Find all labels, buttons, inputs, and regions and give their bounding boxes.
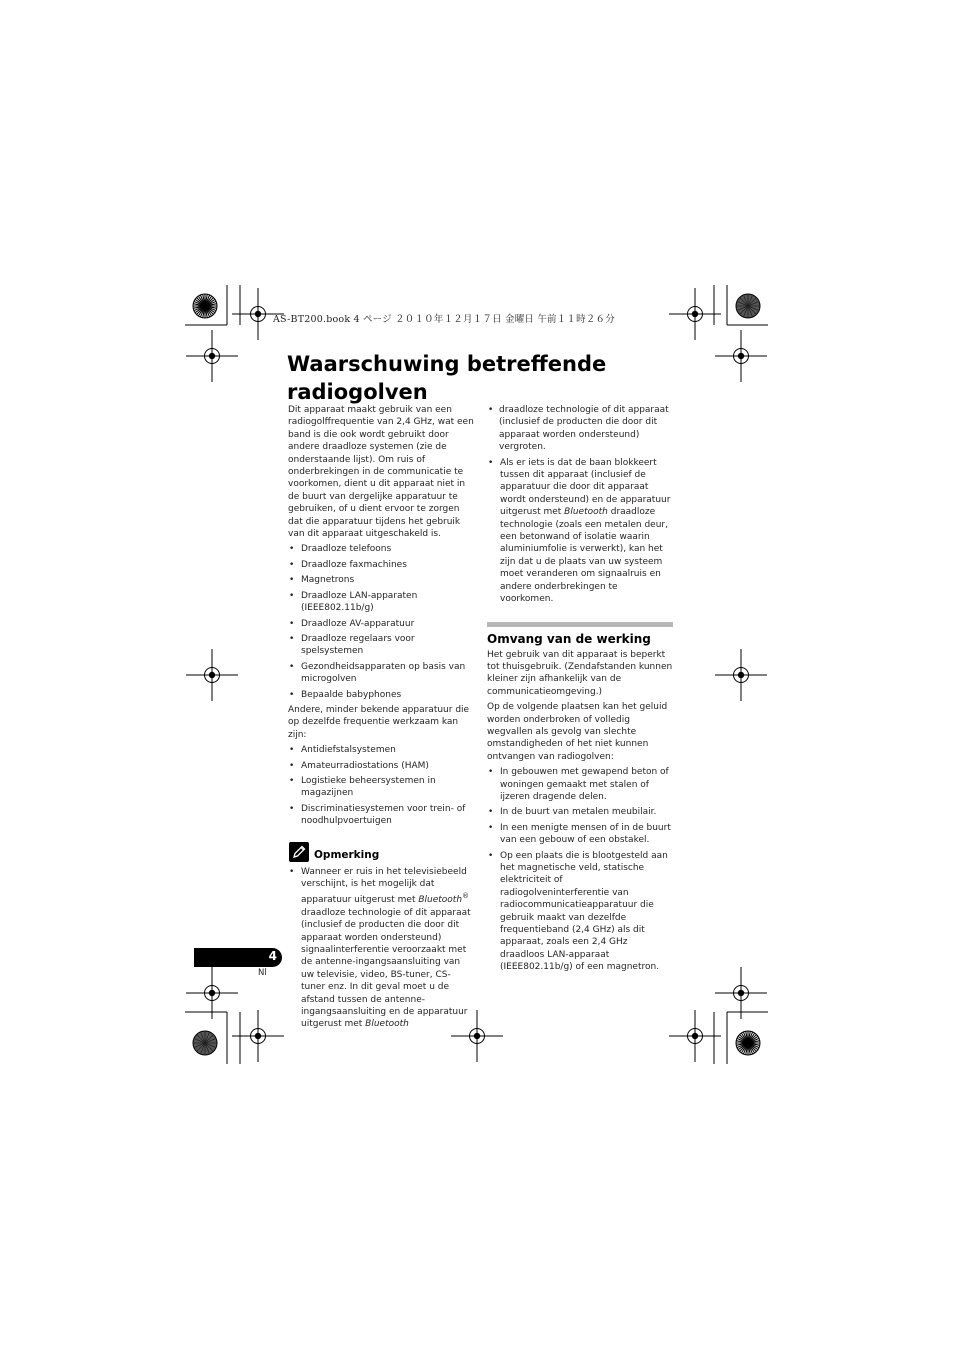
list-item: • In een menigte mensen of in de buurt van een gebouw of een obstakel. bbox=[487, 822, 673, 847]
pencil-note-icon bbox=[289, 842, 309, 862]
page-number: 4 bbox=[268, 949, 277, 963]
note-list bbox=[288, 866, 474, 1031]
page-title-line-1: Waarschuwing betreffende bbox=[287, 352, 607, 376]
other-device-list bbox=[288, 744, 474, 827]
left-column bbox=[288, 404, 474, 1034]
other-devices-paragraph: Andere, minder bekende apparatuur die op dezelfde frequentie werkzaam kan zijn: bbox=[288, 704, 470, 740]
note-item: • Wanneer er ruis in het televisiebeeld verschijnt, is het mogelijk dat apparatuur uitgerust met Bluetooth® draadloze technologie of dit apparaat (inclusief de producten die door dit apparaat worden ondersteund) signaalinterferentie veroorzaakt met de antenne-ingangsaansluiting van uw televisie, video, BS-tuner, CS-tuner enz. In dit geval moet u de afstand tussen de antenne-ingangsaansluiting en de apparatuur uitgerust met Bluetooth bbox=[288, 866, 474, 1031]
note-list-continued bbox=[487, 404, 673, 606]
intro-paragraph: Dit apparaat maakt gebruik van een radiogolffrequentie van 2,4 GHz, wat een band is die ook wordt gebruikt door andere draadloze systemen (zie de onderstaande lijst). Om ruis of onderbrekingen in de communicatie te voorkomen, dient u dit apparaat niet in de buurt van dergelijke apparatuur te gebruiken, of u dient ervoor te zorgen dat die apparatuur tijdens het gebruik van dit apparaat uitgeschakeld is. bbox=[288, 405, 474, 540]
list-item: • Antidiefstalsystemen bbox=[288, 744, 474, 756]
section-heading: Omvang van de werking bbox=[487, 631, 651, 646]
list-item: • Gezondheidsapparaten op basis van microgolven bbox=[288, 661, 474, 686]
list-item: • Discriminatiesystemen voor trein- of noodhulpvoertuigen bbox=[288, 803, 474, 828]
list-item: • Draadloze telefoons bbox=[288, 543, 474, 555]
section-paragraph-1: Het gebruik van dit apparaat is beperkt tot thuisgebruik. (Zendafstanden kunnen kleiner zijn afhankelijk van de communicatieomgeving.) bbox=[487, 649, 673, 697]
list-item: • Bepaalde babyphones bbox=[288, 689, 474, 701]
section-location-list bbox=[487, 766, 673, 974]
page-number-tab bbox=[194, 948, 282, 967]
page-title-line-2: radiogolven bbox=[287, 380, 428, 404]
right-column bbox=[487, 404, 673, 977]
note-item-continued: • draadloze technologie of dit apparaat (inclusief de producten die door dit apparaat worden ondersteund) vergroten. bbox=[487, 404, 673, 454]
list-item: • Draadloze regelaars voor spelsystemen bbox=[288, 633, 474, 658]
list-item: • Amateurradiostations (HAM) bbox=[288, 760, 474, 772]
list-item: • Op een plaats die is blootgesteld aan het magnetische veld, statische elektriciteit of radiogolveninterferentie van radiocommunicatieapparatuur die gebruik maakt van dezelfde frequentieband (2,4 GHz) als dit apparaat, zoals een 2,4 GHz draadloos LAN-apparaat (IEEE802.11b/g) of een magnetron. bbox=[487, 850, 673, 974]
list-item: • Logistieke beheersystemen in magazijnen bbox=[288, 775, 474, 800]
list-item: • In de buurt van metalen meubilair. bbox=[487, 806, 673, 818]
note-title: Opmerking bbox=[314, 849, 380, 862]
list-item: • Magnetrons bbox=[288, 574, 474, 586]
page-title bbox=[287, 350, 707, 406]
section-paragraph-2: Op de volgende plaatsen kan het geluid worden onderbroken of volledig wegvallen als gevolg van slechte omstandigheden of het niet kunnen ontvangen van radiogolven: bbox=[487, 702, 668, 762]
list-item: • Draadloze AV-apparatuur bbox=[288, 618, 474, 630]
note-heading bbox=[289, 842, 474, 862]
list-item: • Draadloze faxmachines bbox=[288, 559, 474, 571]
list-item: • Draadloze LAN-apparaten (IEEE802.11b/g) bbox=[288, 590, 474, 615]
section-divider-bar bbox=[487, 622, 673, 627]
print-file-info: AS-BT200.book 4 ページ ２０１０年１２月１７日 金曜日 午前１１時２６分 bbox=[273, 314, 615, 325]
interference-device-list bbox=[288, 543, 474, 700]
language-code: Nl bbox=[258, 968, 267, 978]
list-item: • In gebouwen met gewapend beton of woningen gemaakt met stalen of ijzeren dragende delen. bbox=[487, 766, 673, 803]
note-item: • Als er iets is dat de baan blokkeert tussen dit apparaat (inclusief de apparatuur die door dit apparaat wordt ondersteund) en de apparatuur uitgerust met Bluetooth draadloze technologie (zoals een metalen deur, een betonwand of isolatie waarin aluminiumfolie is verwerkt), kan het zijn dat u de plaats van uw systeem moet veranderen om signaalruis en andere onderbrekingen te voorkomen. bbox=[487, 457, 673, 606]
